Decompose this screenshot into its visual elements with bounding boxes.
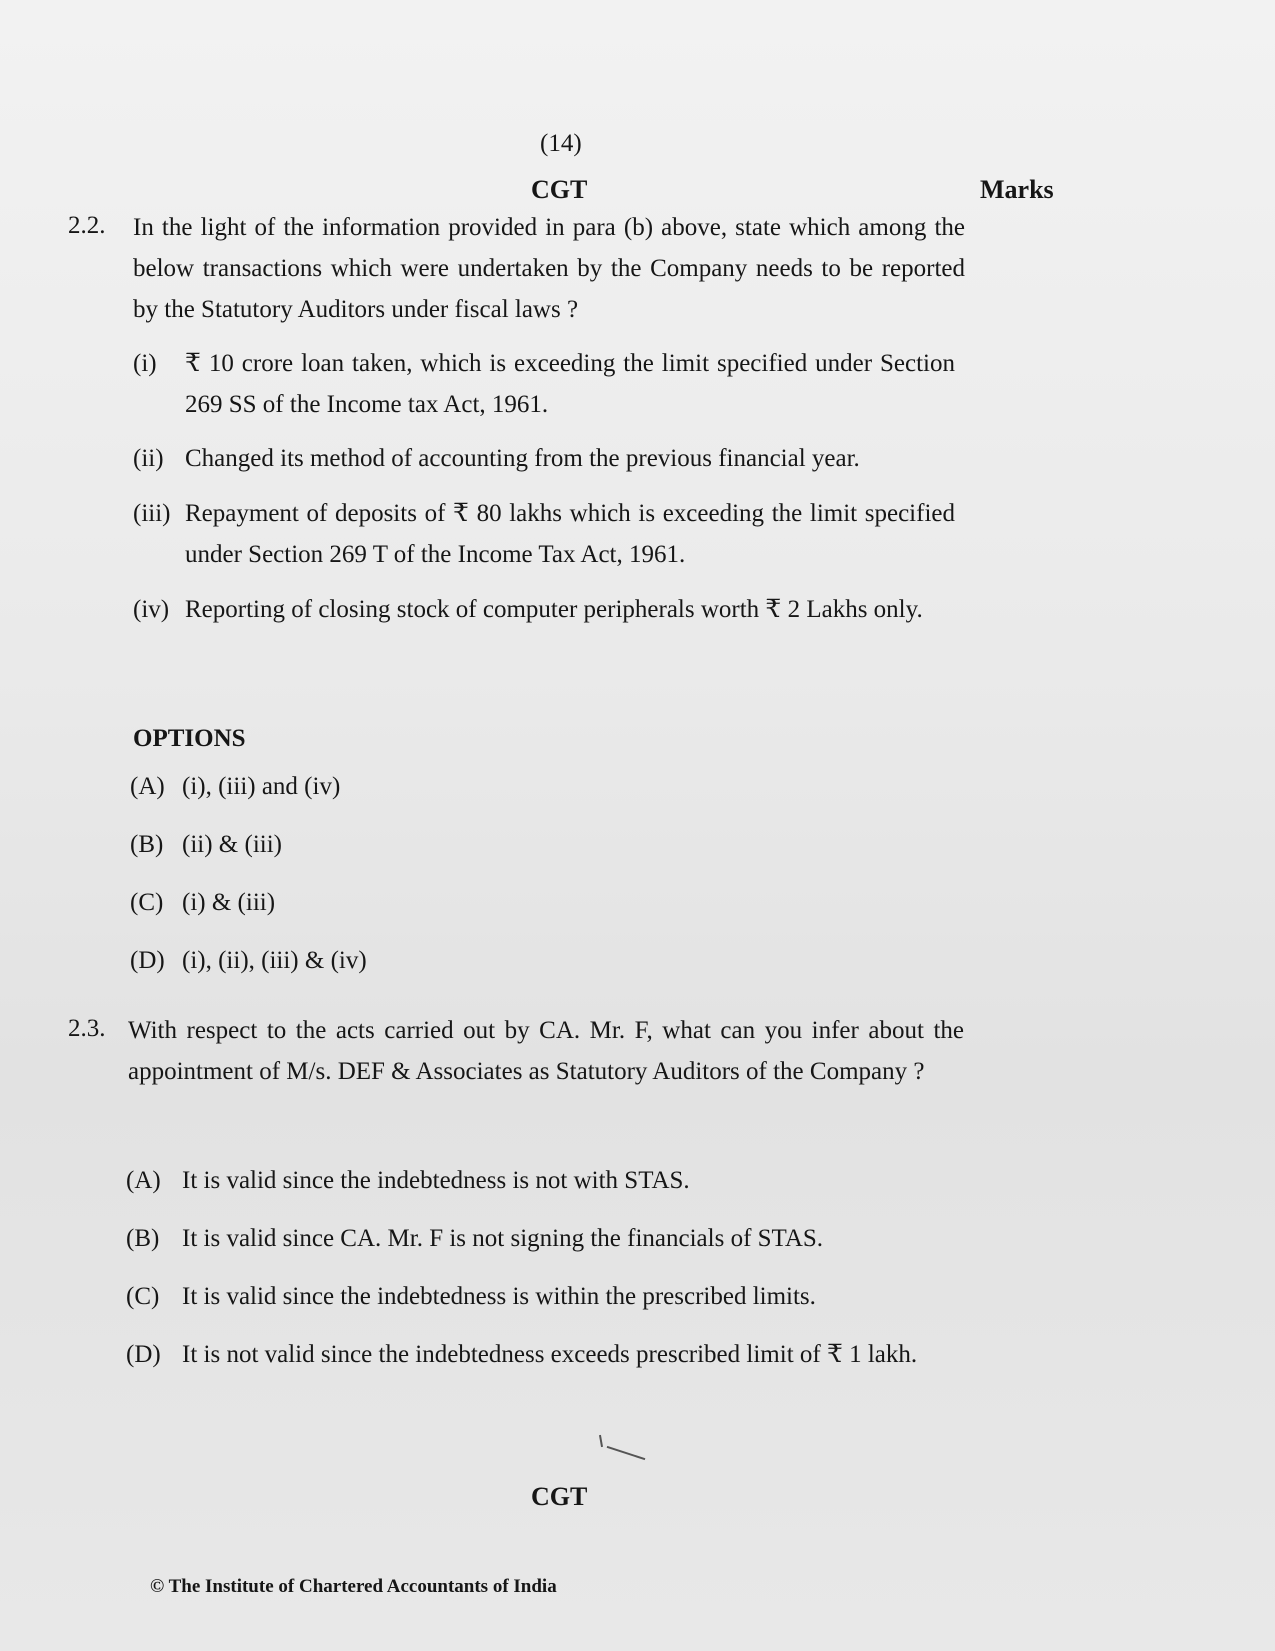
statement-text: ₹ 10 crore loan taken, which is exceeding the limit specified under Section 269 SS of the Income tax Act, 1961. bbox=[185, 350, 955, 418]
statement-label: (i) bbox=[133, 350, 157, 377]
option-text: (i) & (iii) bbox=[182, 889, 276, 916]
option-label: (C) bbox=[126, 1283, 160, 1310]
header-paper-code: CGT bbox=[531, 175, 588, 204]
statement-label: (iii) bbox=[133, 500, 171, 527]
question-2-3-text: With respect to the acts carried out by CA. Mr. F, what can you infer about the appointment of M/s. DEF & Associates as Statutory Auditors of the Company ? bbox=[128, 1017, 964, 1085]
option-text: It is not valid since the indebtedness exceeds prescribed limit of ₹ 1 lakh. bbox=[182, 1341, 918, 1368]
option-label: (C) bbox=[130, 889, 164, 916]
option-text: (ii) & (iii) bbox=[182, 831, 282, 858]
pen-mark bbox=[607, 1446, 646, 1460]
marks-column-heading: Marks bbox=[980, 175, 1054, 204]
statement-text: Reporting of closing stock of computer peripherals worth ₹ 2 Lakhs only. bbox=[185, 596, 923, 623]
statement-label: (iv) bbox=[133, 596, 170, 623]
question-2-2-number: 2.2. bbox=[68, 212, 106, 239]
option-label: (D) bbox=[126, 1341, 161, 1368]
statement-text: Changed its method of accounting from the previous financial year. bbox=[185, 445, 860, 472]
options-heading: OPTIONS bbox=[133, 725, 246, 752]
footer-paper-code: CGT bbox=[531, 1482, 588, 1511]
pen-mark bbox=[599, 1435, 603, 1447]
option-label: (B) bbox=[126, 1225, 160, 1252]
option-label: (A) bbox=[126, 1167, 161, 1194]
option-text: It is valid since the indebtedness is not with STAS. bbox=[182, 1167, 690, 1194]
option-label: (A) bbox=[130, 773, 165, 800]
option-label: (D) bbox=[130, 947, 165, 974]
statement-label: (ii) bbox=[133, 445, 164, 472]
question-2-3-number: 2.3. bbox=[68, 1015, 106, 1042]
option-label: (B) bbox=[130, 831, 164, 858]
option-text: It is valid since the indebtedness is within the prescribed limits. bbox=[182, 1283, 816, 1310]
option-text: (i), (ii), (iii) & (iv) bbox=[182, 947, 367, 974]
option-text: It is valid since CA. Mr. F is not signing the financials of STAS. bbox=[182, 1225, 824, 1252]
copyright-notice: © The Institute of Chartered Accountants of India bbox=[150, 1576, 557, 1597]
statement-text: Repayment of deposits of ₹ 80 lakhs which is exceeding the limit specified under Section 269 T of the Income Tax Act, 1961. bbox=[185, 500, 955, 568]
question-2-2-text: In the light of the information provided in para (b) above, state which among the below transactions which were undertaken by the Company needs to be reported by the Statutory Auditors under fiscal laws ? bbox=[133, 214, 965, 323]
option-text: (i), (iii) and (iv) bbox=[182, 773, 341, 800]
page-number: (14) bbox=[540, 130, 582, 157]
